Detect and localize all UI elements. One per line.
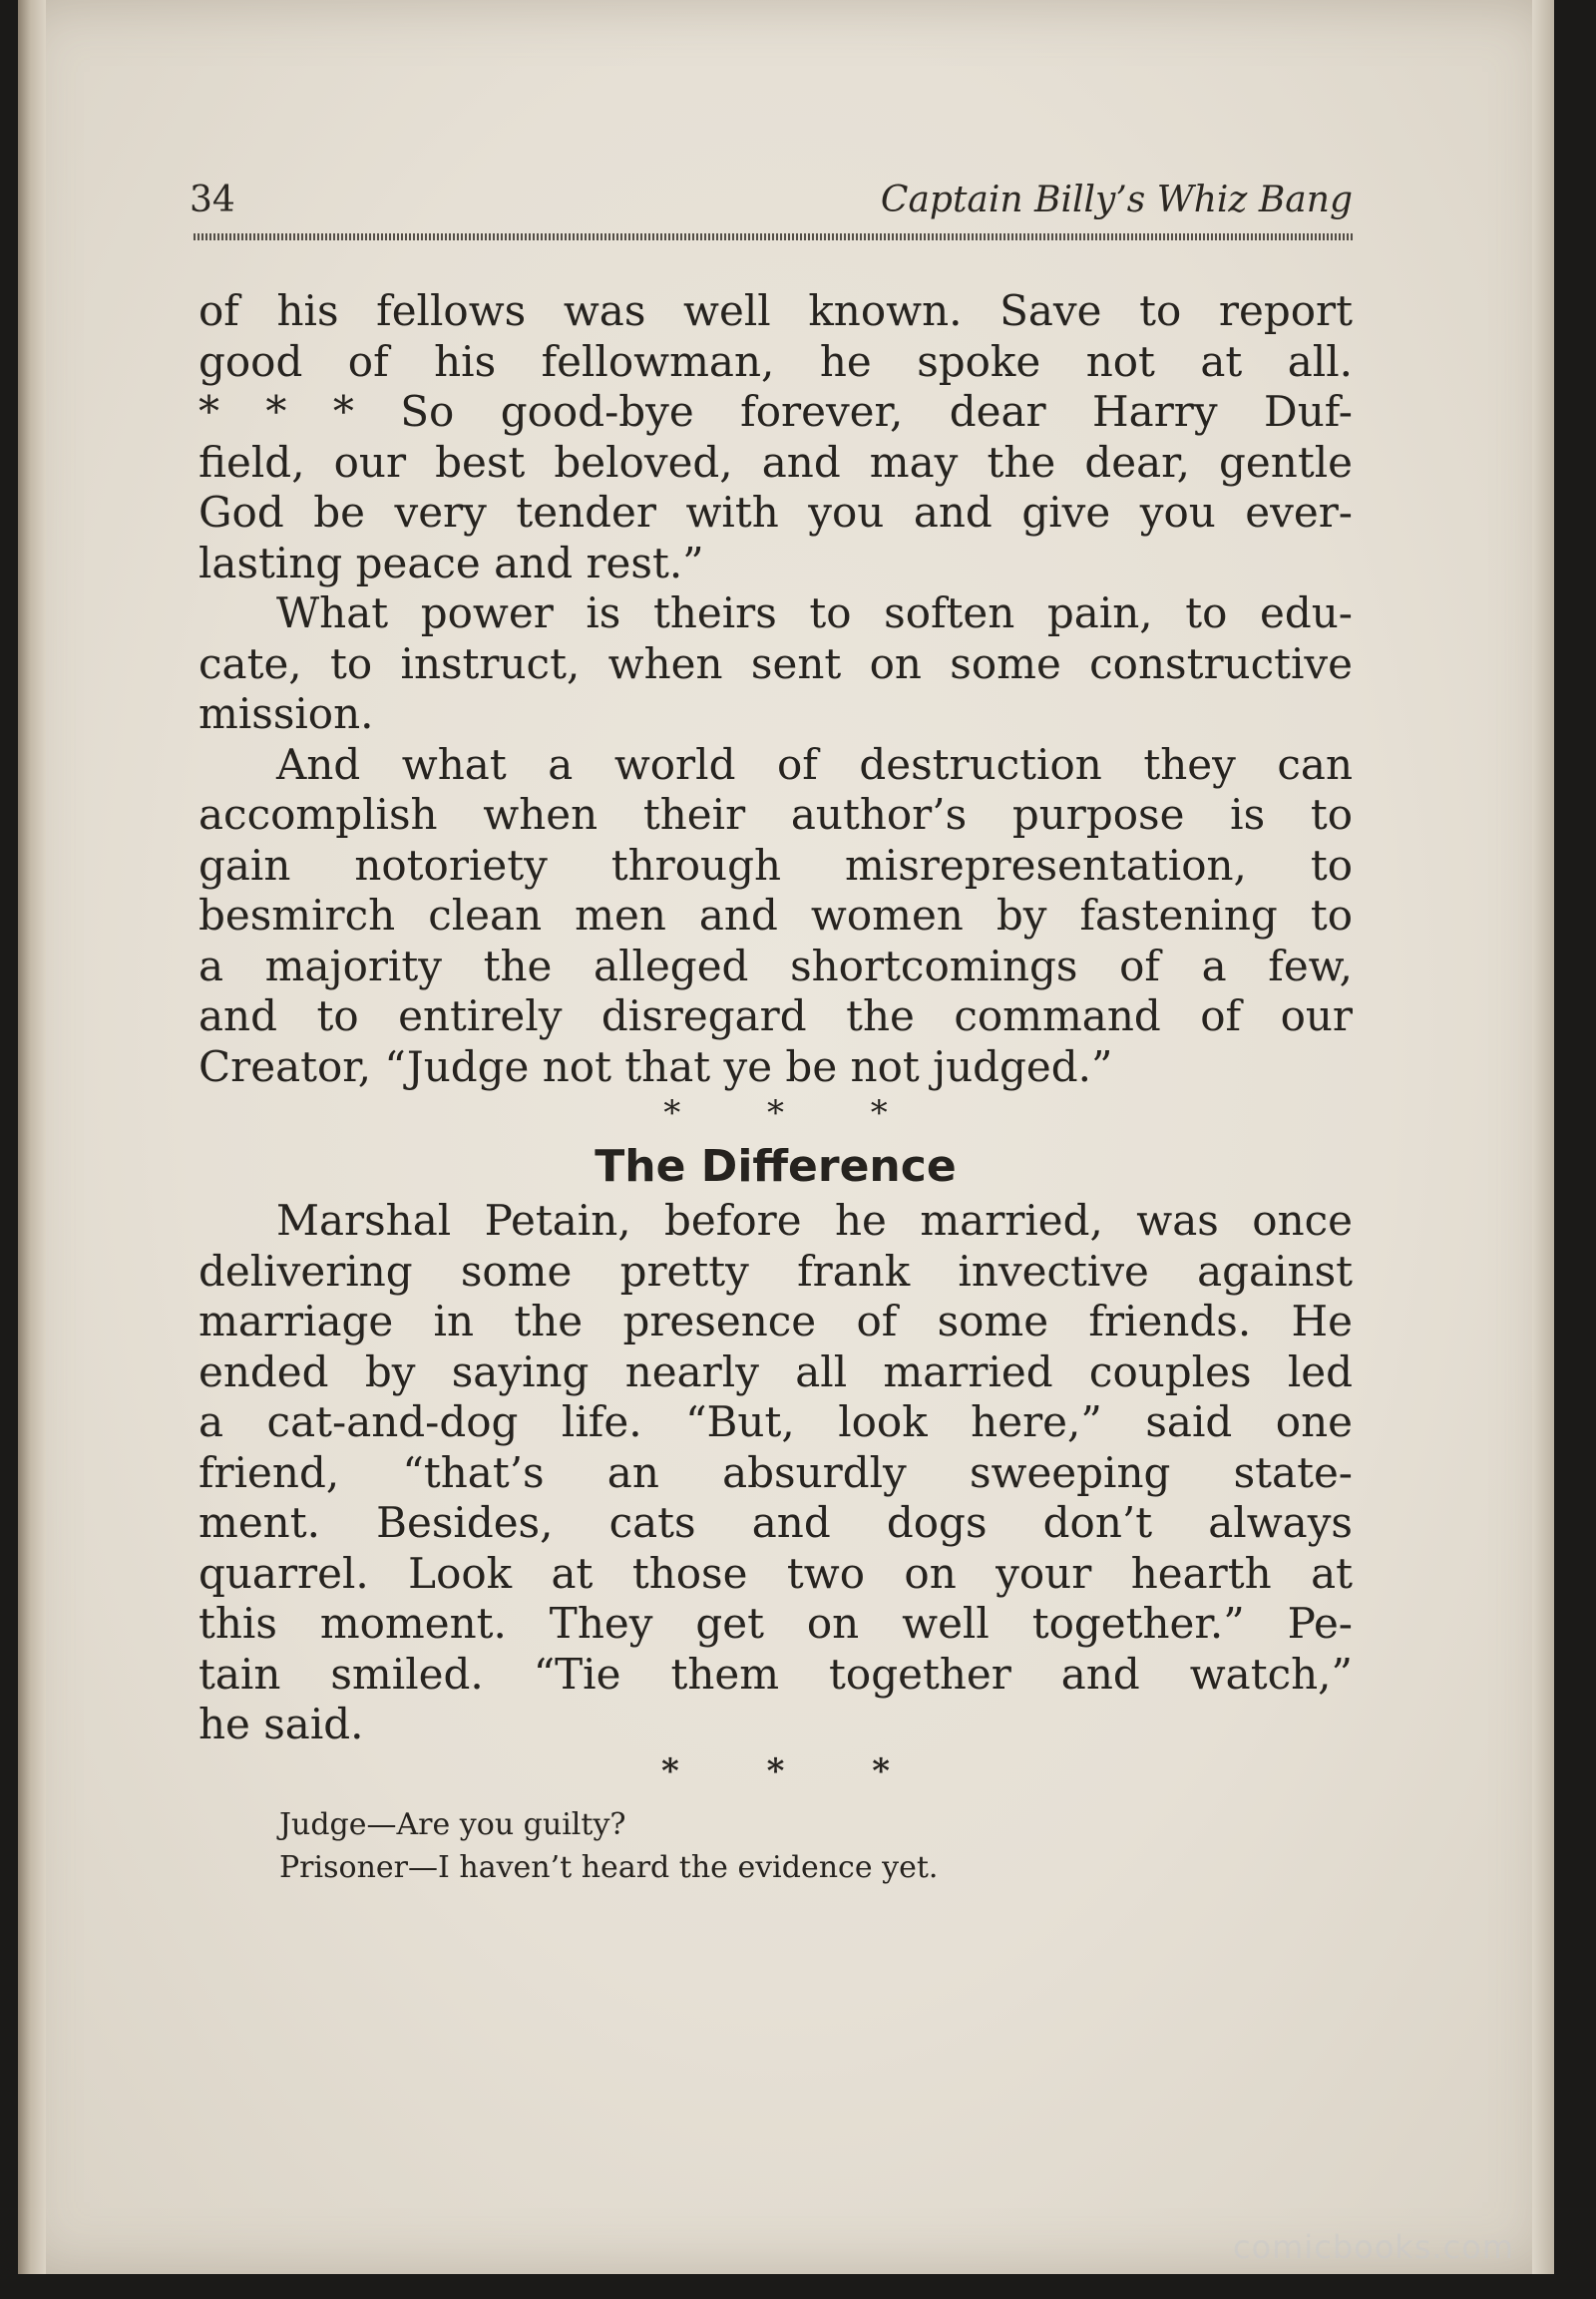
text-line: quarrel. Look at those two on your hearth at [199,1548,1353,1598]
paragraph-destruction [199,740,1353,1093]
text-line: of his fellows was well known. Save to report [199,286,1353,335]
text-line: ended by saying nearly all married couples led [199,1346,1353,1396]
text-line: field, our best beloved, and may the dear, gentle [199,437,1353,487]
text-line: * * * So good-bye forever, dear Harry Duf- [199,387,1353,436]
magazine-title: Captain Billy’s Whiz Bang [880,180,1353,220]
text-line: good of his fellowman, he spoke not at all. [199,336,1353,386]
text-line: this moment. They get on well together.” Pe- [199,1599,1353,1648]
text-line: accomplish when their author’s purpose is to [199,790,1353,839]
text-line: Creator, “Judge not that ye be not judged.” [199,1041,1113,1091]
text-line: marriage in the presence of some friends. He [199,1297,1353,1345]
text-line: delivering some pretty frank invective against [199,1246,1353,1296]
article-text [199,286,1353,1750]
paragraph-petain [199,1196,1353,1750]
text-line: friend, “that’s an absurdly sweeping state- [199,1447,1353,1497]
text-line: Marshal Petain, before he married, was once [276,1196,1353,1245]
text-line: mission. [199,689,374,738]
text-line: he said. [199,1700,364,1748]
joke-block [279,1803,1177,1889]
text-line: gain notoriety through misrepresentation, to [199,840,1353,890]
page-right-edge [1532,0,1554,2274]
running-head [172,180,1353,231]
joke-line-judge: Judge—Are you guilty? [279,1807,626,1842]
text-line: and to entirely disregard the command of our [199,991,1353,1040]
magazine-page [18,0,1554,2274]
page-number: 34 [190,180,235,220]
separator-asterisks: * * * [663,1093,926,1133]
text-line: besmirch clean men and women by fastening to [199,891,1353,940]
text-line: And what a world of destruction they can [276,739,1353,789]
joke-line-prisoner: Prisoner—I haven’t heard the evidence yet. [279,1850,939,1885]
text-line: lasting peace and rest.” [199,538,704,587]
text-line: cate, to instruct, when sent on some constructive [199,638,1353,688]
text-line: ment. Besides, cats and dogs don’t always [199,1498,1353,1547]
text-line: What power is theirs to soften pain, to edu- [276,588,1353,637]
paragraph-power [199,588,1353,740]
section-title: The Difference [595,1141,957,1192]
text-line: a majority the alleged shortcomings of a few, [199,941,1353,990]
text-line: tain smiled. “Tie them together and watch,” [199,1649,1353,1699]
paragraph-continued [199,286,1353,588]
text-line: God be very tender with you and give you ever- [199,488,1353,537]
separator-asterisks-bottom: * * * [660,1751,928,1791]
text-line: a cat-and-dog life. “But, look here,” said one [199,1397,1353,1446]
page-spine-shadow [18,0,46,2274]
watermark: comicbooks.com [1232,2228,1514,2266]
header-rule [194,233,1353,240]
